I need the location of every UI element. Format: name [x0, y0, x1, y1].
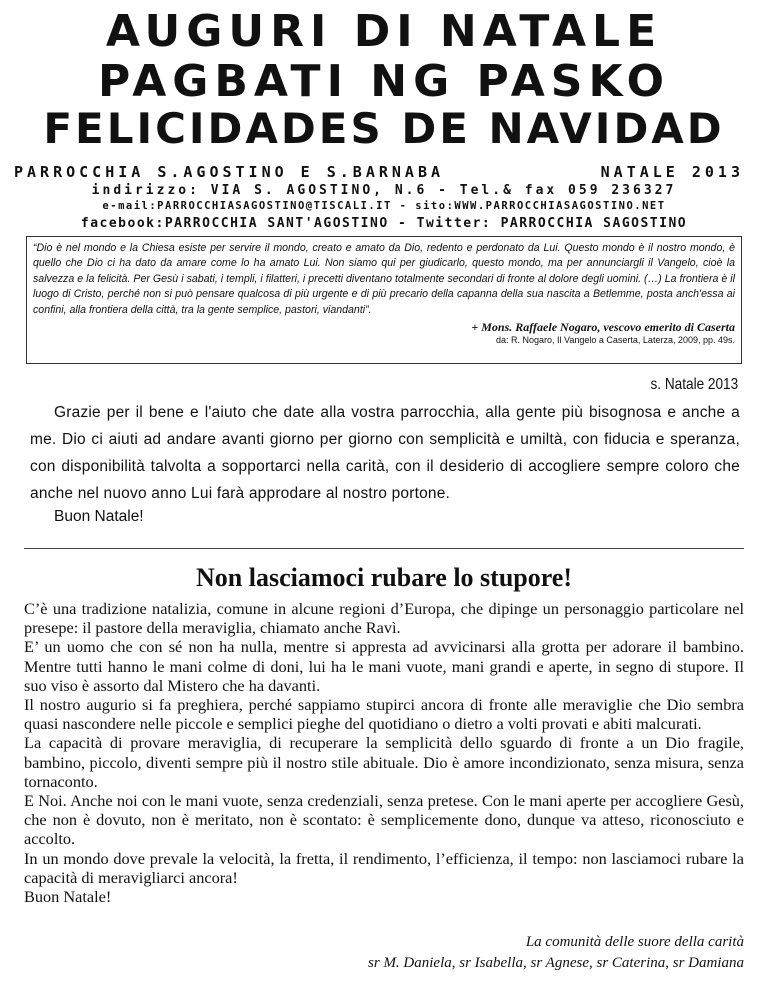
greeting-body: Grazie per il bene e l'aiuto che date alla vostra parrocchia, alla gente più bisognosa e anche a me. Dio ci aiuti ad andare avanti giorno per giorno con semplicità e umiltà, con fiducia e speranza, con disponibilità talvolta a sopportarci nella carità, con il desiderio di accogliere sempre coloro che anche nel nuovo anno Lui farà approdare al nostro portone. [30, 404, 740, 502]
quote-source: da: R. Nogaro, Il Vangelo a Caserta, Laterza, 2009, pp. 49s. [496, 335, 735, 346]
quote-author: + Mons. Raffaele Nogaro, vescovo emerito di Caserta [471, 320, 735, 335]
greeting-closing: Buon Natale! [54, 508, 144, 525]
year-label: NATALE 2013 [600, 163, 744, 181]
article-paragraph: E Noi. Anche noi con le mani vuote, senza credenziali, senza pretese. Con le mani aperte per accogliere Gesù, che non è dovuto, non è meritato, non è scontato: è semplicemente dono, dunque va atteso, riconosciuto e accolto. [24, 791, 744, 849]
address-line: indirizzo: VIA S. AGOSTINO, N.6 - Tel.& fax 059 236327 [91, 183, 677, 198]
signature-names: sr M. Daniela, sr Isabella, sr Agnese, sr Caterina, sr Damiana [368, 955, 744, 971]
parish-name: PARROCCHIA S.AGOSTINO E S.BARNABA [14, 163, 445, 181]
article-paragraph: E’ un uomo che con sé non ha nulla, mentre si appresta ad avvicinarsi alla grotta per adorare il bambino. Mentre tutti hanno le mani colme di doni, lui ha le mani vuote, mani grandi e aperte, in segno di stupore. Il suo viso è assorto dal Mistero che ha davanti. [24, 637, 744, 695]
signature-community: La comunità delle suore della carità [525, 934, 744, 950]
article-paragraph: Il nostro augurio si fa preghiera, perché sappiamo stupirci ancora di fronte alle meraviglie che Dio sembra quasi nascondere nelle piccole e semplici pieghe del quotidiano o dietro a volti provati e abiti malcurati. [24, 695, 744, 734]
title-italian: AUGURI DI NATALE [105, 6, 663, 57]
article-paragraph: Buon Natale! [24, 887, 112, 907]
article-paragraph: In un mondo dove prevale la velocità, la fretta, il rendimento, l’efficienza, il tempo: non lasciamoci rubare la capacità di meravigliarci ancora! [24, 848, 744, 887]
quote-text: “Dio è nel mondo e la Chiesa esiste per servire il mondo, creato e amato da Dio, redento e perdonato da Lui. Questo mondo è il nostro mondo, è quello che Dio ci ha dato da amare come lo ha amato Lui. Non siamo qui per giudicarlo, questo mondo, ma per annunciargli il Vangelo, cioè la salvezza e la felicità. Per Gesù i sabati, i templi, i filatteri, i precetti diventano totalmente secondari di fronte al dolore degli uomini. (…) La frontiera è il luogo di Cristo, perché non si può pensare qualcosa di più urgente e di più precario della capanna della sua nascita a Betlemme, posta anch'essa ai confini, alla frontiera della città, tra la gente semplice, pastori, viandanti”. [33, 242, 735, 316]
article-paragraph: La capacità di provare meraviglia, di recuperare la semplicità dello sguardo di fronte a un Dio fragile, bambino, piccolo, diventi sempre più il nostro stile abituale. Dio è amore incondizionato, senza misura, senza tornaconto. [24, 733, 744, 791]
quote-box [26, 236, 742, 364]
title-spanish: FELICIDADES DE NAVIDAD [43, 104, 725, 153]
social-line: facebook:PARROCCHIA SANT'AGOSTINO - Twitter: PARROCCHIA SAGOSTINO [80, 216, 688, 231]
email-site-line: e-mail:PARROCCHIASAGOSTINO@TISCALI.IT - sito:WWW.PARROCCHIASAGOSTINO.NET [102, 200, 666, 212]
title-tagalog: PAGBATI NG PASKO [98, 56, 670, 107]
article-title: Non lasciamoci rubare lo stupore! [195, 563, 573, 592]
article-body [24, 599, 744, 906]
greeting-date: s. Natale 2013 [650, 376, 738, 393]
section-divider [24, 548, 744, 549]
article-paragraph: C’è una tradizione natalizia, comune in alcune regioni d’Europa, che dipinge un personaggio particolare nel presepe: il pastore della meraviglia, chiamato anche Ravì. [24, 599, 744, 638]
